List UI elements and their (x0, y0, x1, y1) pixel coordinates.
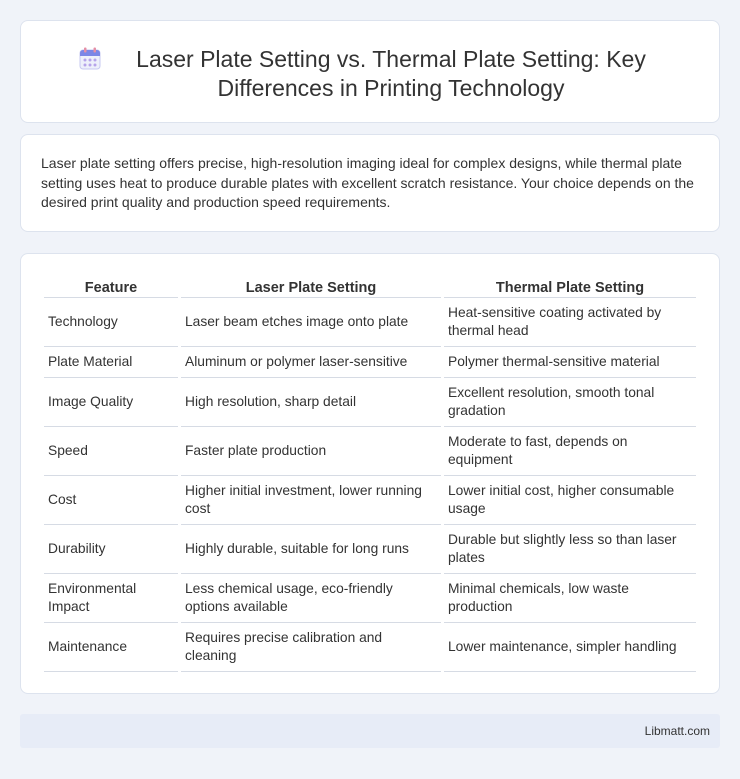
thermal-cell: Heat-sensitive coating activated by thermal head (444, 298, 696, 347)
table-row (44, 574, 696, 623)
intro-paragraph: Laser plate setting offers precise, high-resolution imaging ideal for complex designs, while thermal plate setting uses heat to produce durable plates with excellent scratch resistance. Your choice depends on the desired print quality and production speed requirements. (41, 155, 694, 210)
feature-cell: Technology (44, 298, 178, 347)
table-row (44, 623, 696, 672)
table-row (44, 476, 696, 525)
feature-cell: Image Quality (44, 378, 178, 427)
footer-site-link[interactable]: Libmatt.com (644, 724, 710, 738)
column-header: Laser Plate Setting (181, 274, 441, 298)
comparison-table (41, 274, 699, 672)
feature-cell: Cost (44, 476, 178, 525)
laser-cell: Higher initial investment, lower running cost (181, 476, 441, 525)
thermal-cell: Lower initial cost, higher consumable usage (444, 476, 696, 525)
table-header-row (44, 274, 696, 298)
laser-cell: Laser beam etches image onto plate (181, 298, 441, 347)
thermal-cell: Durable but slightly less so than laser plates (444, 525, 696, 574)
thermal-cell: Lower maintenance, simpler handling (444, 623, 696, 672)
table-row (44, 378, 696, 427)
thermal-cell: Minimal chemicals, low waste production (444, 574, 696, 623)
page-title: Laser Plate Setting vs. Thermal Plate Setting: Key Differences in Printing Technology (136, 46, 646, 101)
thermal-cell: Polymer thermal-sensitive material (444, 347, 696, 378)
feature-cell: Maintenance (44, 623, 178, 672)
feature-cell: Environmental Impact (44, 574, 178, 623)
thermal-cell: Excellent resolution, smooth tonal gradation (444, 378, 696, 427)
feature-cell: Speed (44, 427, 178, 476)
table-row (44, 525, 696, 574)
feature-cell: Durability (44, 525, 178, 574)
laser-cell: Less chemical usage, eco-friendly options available (181, 574, 441, 623)
title-card (20, 20, 720, 123)
feature-cell: Plate Material (44, 347, 178, 378)
laser-cell: Requires precise calibration and cleaning (181, 623, 441, 672)
column-header: Thermal Plate Setting (444, 274, 696, 298)
intro-card (20, 134, 720, 232)
thermal-cell: Moderate to fast, depends on equipment (444, 427, 696, 476)
table-row (44, 427, 696, 476)
footer-bar (20, 714, 720, 748)
table-row (44, 298, 696, 347)
laser-cell: Faster plate production (181, 427, 441, 476)
laser-cell: High resolution, sharp detail (181, 378, 441, 427)
column-header: Feature (44, 274, 178, 298)
laser-cell: Highly durable, suitable for long runs (181, 525, 441, 574)
table-row (44, 347, 696, 378)
calendar-icon (79, 47, 101, 71)
comparison-table-card (20, 253, 720, 694)
title-row (21, 45, 719, 103)
laser-cell: Aluminum or polymer laser-sensitive (181, 347, 441, 378)
